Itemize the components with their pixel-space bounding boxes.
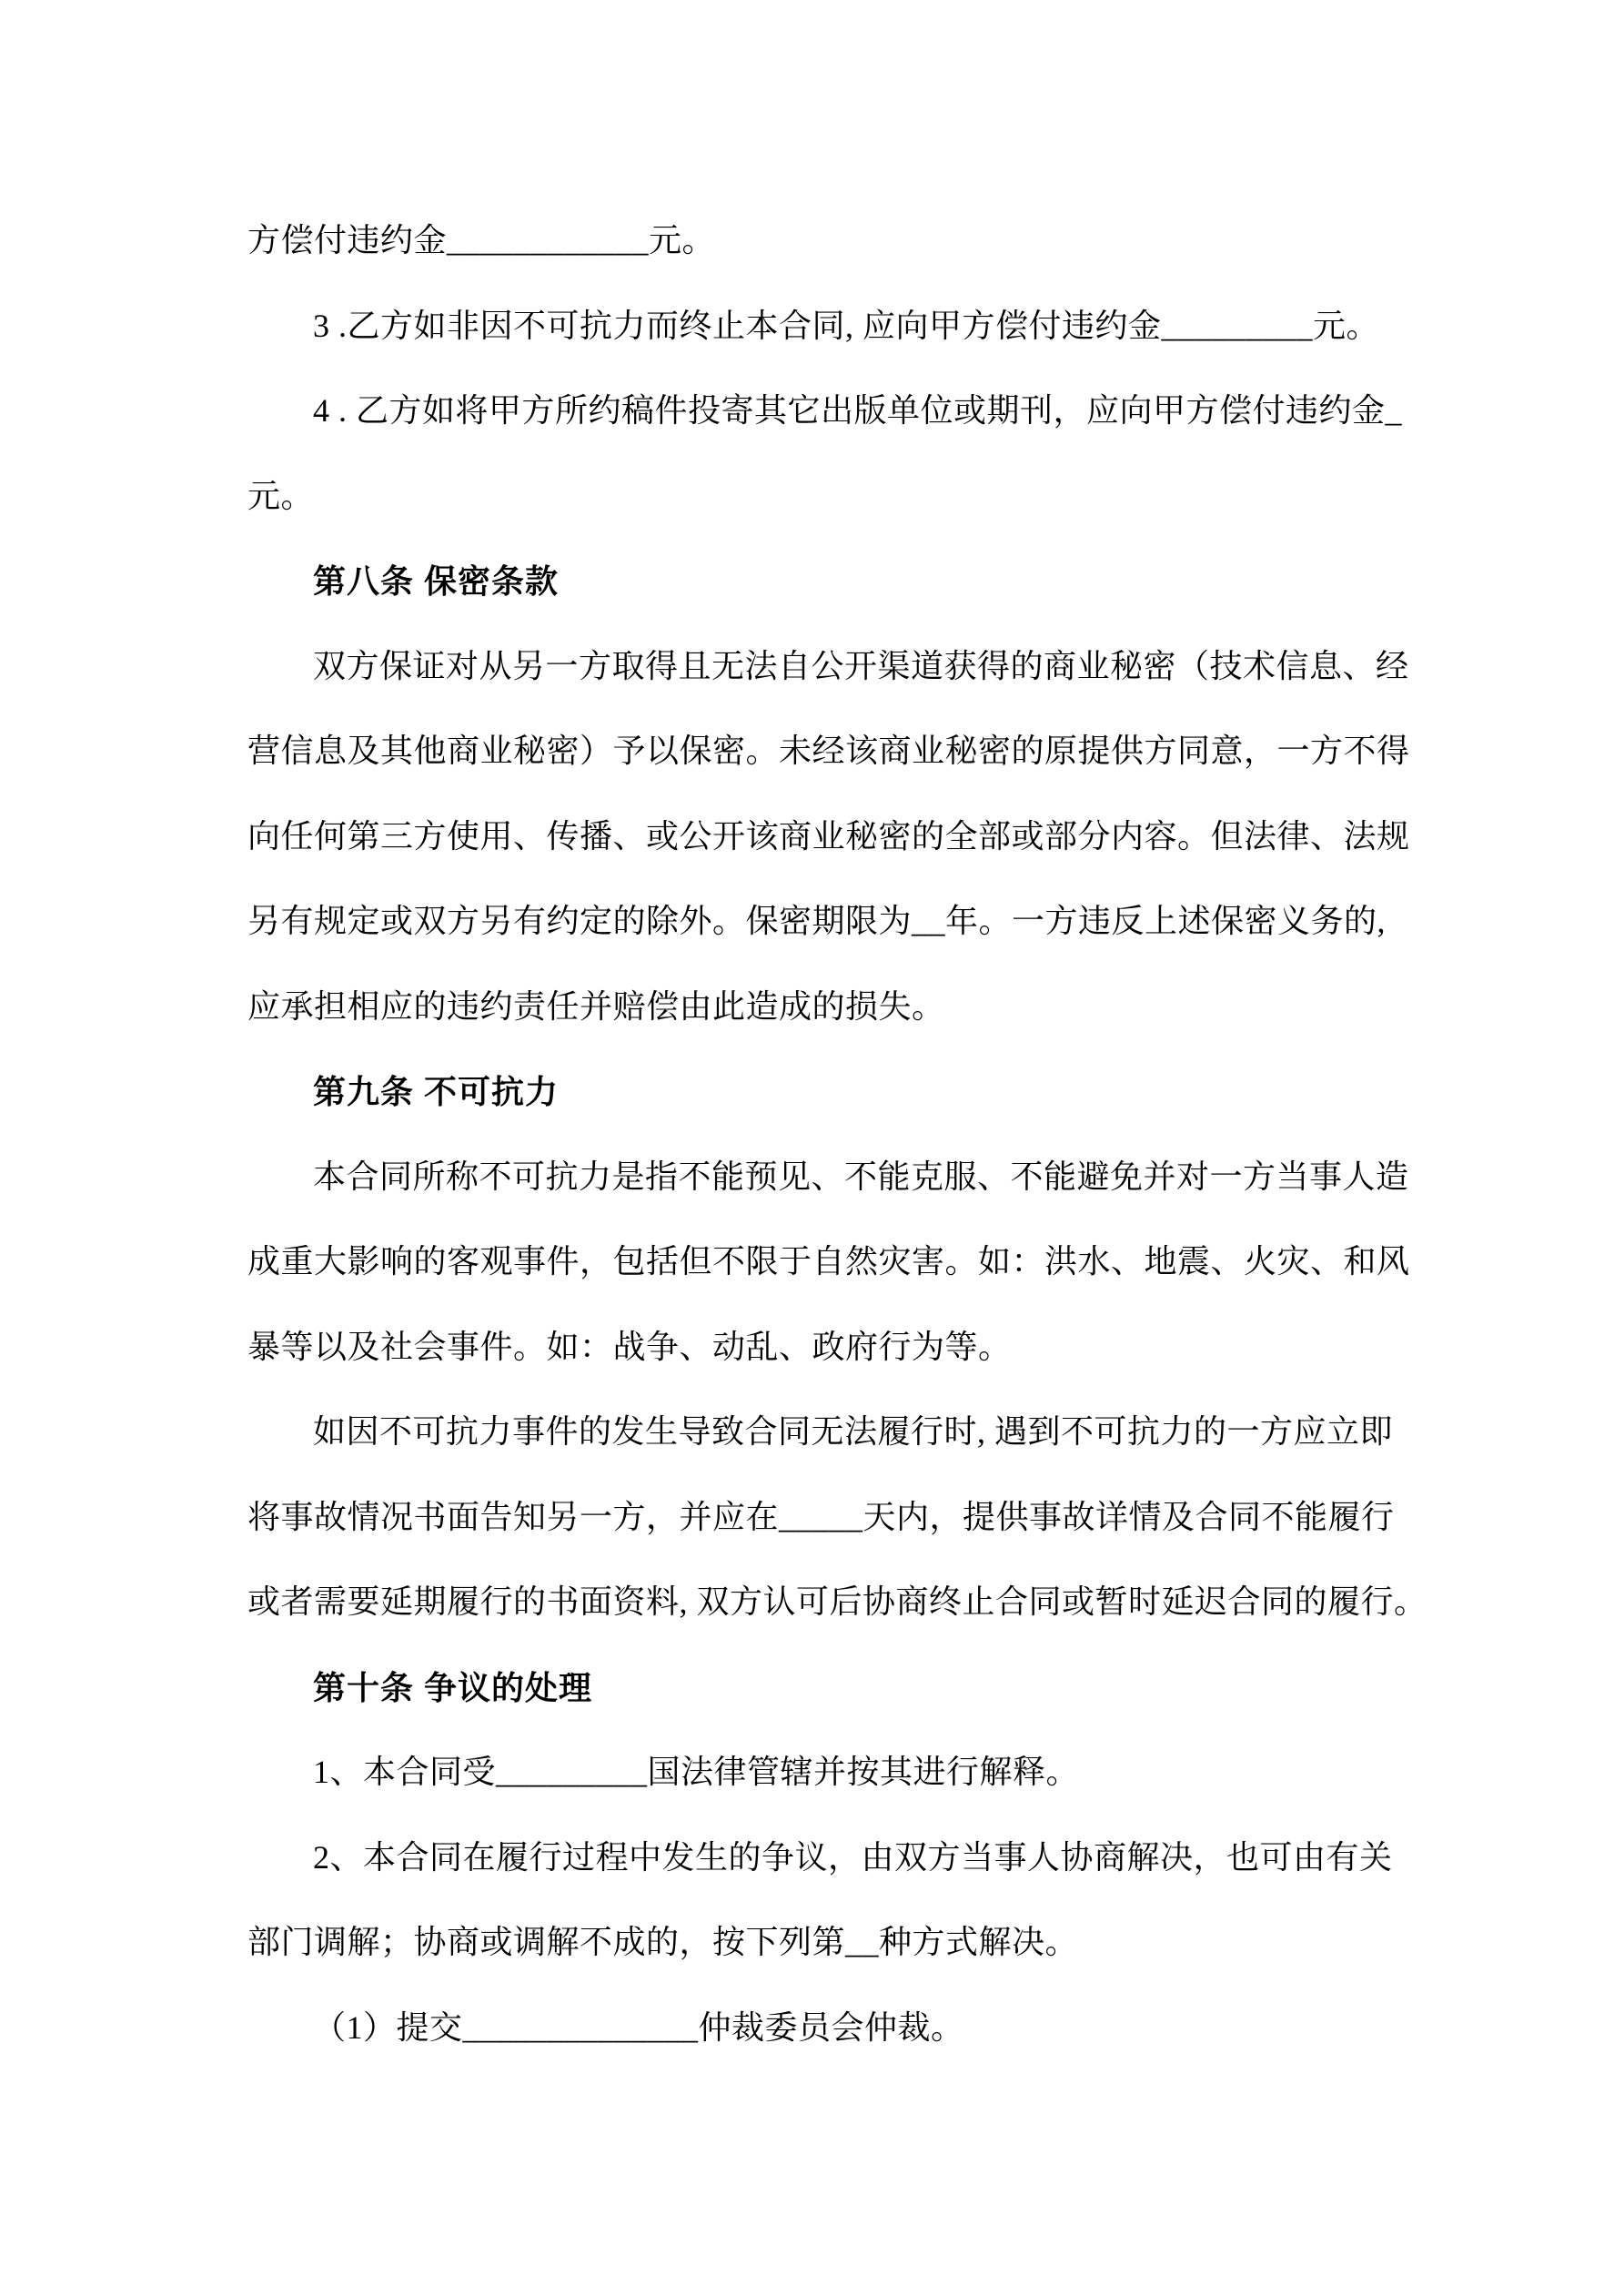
doc-line: 双方保证对从另一方取得且无法自公开渠道获得的商业秘密（技术信息、经: [313, 647, 1409, 684]
doc-line-subitem-1: （1）提交______________仲裁委员会仲裁。: [313, 2008, 964, 2046]
section-heading-clause-9: 第九条 不可抗力: [313, 1073, 560, 1110]
doc-line: 部门调解；协商或调解不成的，按下列第__种方式解决。: [247, 1924, 1079, 1960]
doc-line: 将事故情况书面告知另一方，并应在_____天内，提供事故详情及合同不能履行: [247, 1498, 1395, 1535]
doc-line: 应承担相应的违约责任并赔偿由此造成的损失。: [247, 987, 945, 1025]
doc-line: 方偿付违约金____________元。: [247, 222, 716, 258]
doc-line: 暴等以及社会事件。如：战争、动乱、政府行为等。: [247, 1328, 1012, 1365]
section-heading-clause-10: 第十条 争议的处理: [313, 1668, 593, 1706]
doc-line: 如因不可抗力事件的发生导致合同无法履行时, 遇到不可抗力的一方应立即: [313, 1413, 1394, 1450]
doc-line: 成重大影响的客观事件，包括但不限于自然灾害。如：洪水、地震、火灾、和风: [247, 1243, 1410, 1279]
doc-line: 或者需要延期履行的书面资料, 双方认可后协商终止合同或暂时延迟合同的履行。: [247, 1583, 1427, 1620]
contract-text-body: [247, 198, 1427, 2070]
section-heading-clause-8: 第八条 保密条款: [313, 562, 560, 600]
doc-line: 向任何第三方使用、传播、或公开该商业秘密的全部或部分内容。但法律、法规: [247, 817, 1410, 855]
doc-line: 另有规定或双方另有约定的除外。保密期限为__年。一方违反上述保密义务的,: [247, 903, 1387, 939]
doc-line-item-4: 4 . 乙方如将甲方所约稿件投寄其它出版单位或期刊，应向甲方偿付违约金_: [313, 392, 1403, 429]
doc-line: 元。: [247, 477, 315, 514]
doc-line-item-2: 2、本合同在履行过程中发生的争议，由双方当事人协商解决，也可由有关: [313, 1838, 1393, 1876]
doc-line: 营信息及其他商业秘密）予以保密。未经该商业秘密的原提供方同意，一方不得: [247, 733, 1410, 769]
doc-line-item-3: 3 .乙方如非因不可抗力而终止本合同, 应向甲方偿付违约金_________元。: [313, 307, 1380, 344]
doc-line: 本合同所称不可抗力是指不能预见、不能克服、不能避免并对一方当事人造: [313, 1158, 1409, 1195]
doc-line-item-1: 1、本合同受_________国法律管辖并按其进行解释。: [313, 1754, 1080, 1790]
